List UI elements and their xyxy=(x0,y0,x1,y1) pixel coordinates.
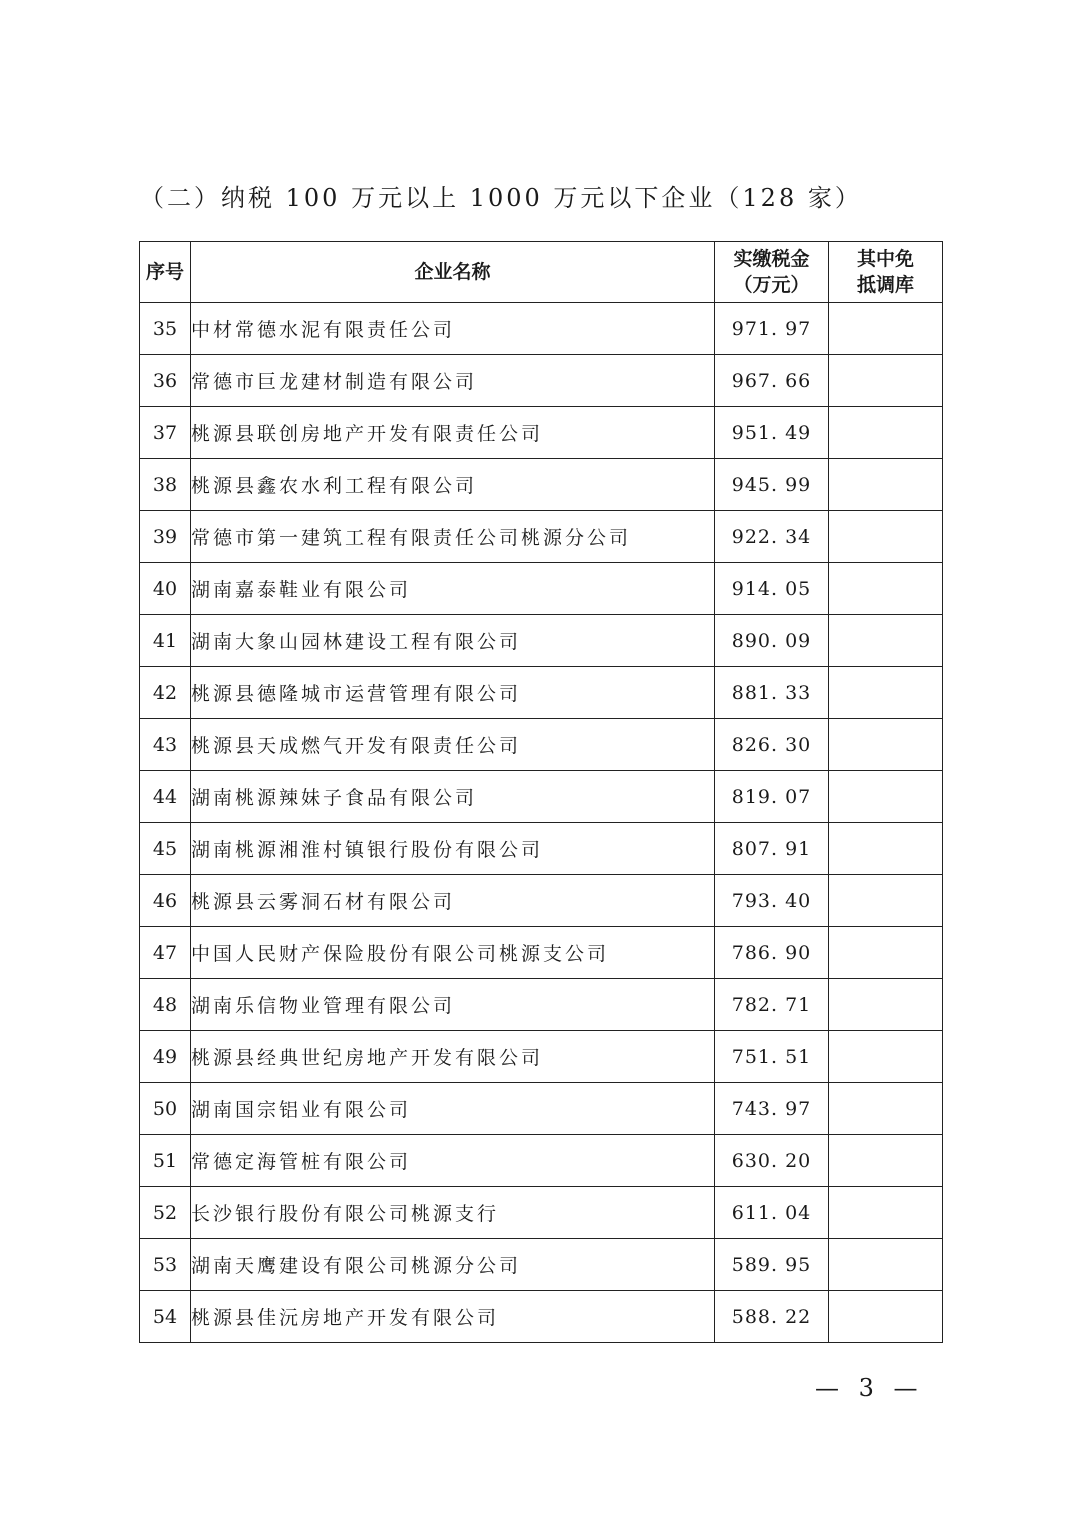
cell-exempt-offset xyxy=(829,511,943,563)
cell-exempt-offset xyxy=(829,1083,943,1135)
table-row xyxy=(140,511,943,563)
header-tax-paid-line1: 实缴税金 xyxy=(733,248,810,270)
cell-company-name: 桃源县佳沅房地产开发有限公司 xyxy=(191,1291,715,1343)
table-row xyxy=(140,1291,943,1343)
cell-exempt-offset xyxy=(829,927,943,979)
table-row xyxy=(140,303,943,355)
cell-company-name: 常德市巨龙建材制造有限公司 xyxy=(191,355,715,407)
cell-serial-number: 38 xyxy=(140,459,191,511)
cell-exempt-offset xyxy=(829,615,943,667)
table-row xyxy=(140,1239,943,1291)
table-row xyxy=(140,927,943,979)
table-row xyxy=(140,1135,943,1187)
cell-serial-number: 40 xyxy=(140,563,191,615)
cell-tax-paid: 971. 97 xyxy=(715,303,829,355)
cell-serial-number: 50 xyxy=(140,1083,191,1135)
table-row xyxy=(140,615,943,667)
cell-serial-number: 48 xyxy=(140,979,191,1031)
cell-exempt-offset xyxy=(829,1135,943,1187)
cell-serial-number: 36 xyxy=(140,355,191,407)
table-row xyxy=(140,563,943,615)
cell-tax-paid: 819. 07 xyxy=(715,771,829,823)
table-body xyxy=(140,303,943,1343)
cell-serial-number: 46 xyxy=(140,875,191,927)
table-row xyxy=(140,1187,943,1239)
cell-serial-number: 47 xyxy=(140,927,191,979)
cell-company-name: 湖南乐信物业管理有限公司 xyxy=(191,979,715,1031)
table-row xyxy=(140,1031,943,1083)
cell-tax-paid: 751. 51 xyxy=(715,1031,829,1083)
table-row xyxy=(140,823,943,875)
cell-serial-number: 41 xyxy=(140,615,191,667)
cell-tax-paid: 588. 22 xyxy=(715,1291,829,1343)
cell-tax-paid: 881. 33 xyxy=(715,667,829,719)
cell-tax-paid: 922. 34 xyxy=(715,511,829,563)
cell-company-name: 湖南嘉泰鞋业有限公司 xyxy=(191,563,715,615)
cell-company-name: 常德市第一建筑工程有限责任公司桃源分公司 xyxy=(191,511,715,563)
cell-exempt-offset xyxy=(829,1291,943,1343)
cell-company-name: 桃源县云雾洞石材有限公司 xyxy=(191,875,715,927)
cell-company-name: 湖南国宗铝业有限公司 xyxy=(191,1083,715,1135)
cell-serial-number: 51 xyxy=(140,1135,191,1187)
table-row xyxy=(140,459,943,511)
header-exempt-offset xyxy=(829,242,943,303)
table-row xyxy=(140,1083,943,1135)
cell-tax-paid: 826. 30 xyxy=(715,719,829,771)
cell-serial-number: 39 xyxy=(140,511,191,563)
cell-tax-paid: 890. 09 xyxy=(715,615,829,667)
cell-exempt-offset xyxy=(829,459,943,511)
cell-company-name: 湖南桃源湘淮村镇银行股份有限公司 xyxy=(191,823,715,875)
cell-company-name: 中材常德水泥有限责任公司 xyxy=(191,303,715,355)
table-row xyxy=(140,979,943,1031)
table-header-row xyxy=(140,242,943,303)
cell-tax-paid: 782. 71 xyxy=(715,979,829,1031)
table-row xyxy=(140,719,943,771)
header-exempt-offset-line2: 抵调库 xyxy=(856,274,914,296)
cell-tax-paid: 630. 20 xyxy=(715,1135,829,1187)
cell-exempt-offset xyxy=(829,1187,943,1239)
cell-company-name: 湖南桃源辣妹子食品有限公司 xyxy=(191,771,715,823)
header-exempt-offset-line1: 其中免 xyxy=(856,248,914,270)
cell-exempt-offset xyxy=(829,355,943,407)
cell-tax-paid: 914. 05 xyxy=(715,563,829,615)
cell-exempt-offset xyxy=(829,1031,943,1083)
table-row xyxy=(140,875,943,927)
cell-serial-number: 53 xyxy=(140,1239,191,1291)
header-serial-number: 序号 xyxy=(140,242,191,303)
cell-serial-number: 52 xyxy=(140,1187,191,1239)
cell-serial-number: 35 xyxy=(140,303,191,355)
cell-serial-number: 42 xyxy=(140,667,191,719)
cell-company-name: 中国人民财产保险股份有限公司桃源支公司 xyxy=(191,927,715,979)
cell-serial-number: 54 xyxy=(140,1291,191,1343)
cell-company-name: 长沙银行股份有限公司桃源支行 xyxy=(191,1187,715,1239)
cell-tax-paid: 793. 40 xyxy=(715,875,829,927)
tax-table xyxy=(139,241,943,1343)
cell-serial-number: 37 xyxy=(140,407,191,459)
cell-tax-paid: 951. 49 xyxy=(715,407,829,459)
cell-tax-paid: 611. 04 xyxy=(715,1187,829,1239)
cell-company-name: 常德定海管桩有限公司 xyxy=(191,1135,715,1187)
cell-serial-number: 45 xyxy=(140,823,191,875)
cell-serial-number: 49 xyxy=(140,1031,191,1083)
cell-tax-paid: 743. 97 xyxy=(715,1083,829,1135)
table-row xyxy=(140,667,943,719)
cell-serial-number: 43 xyxy=(140,719,191,771)
cell-tax-paid: 589. 95 xyxy=(715,1239,829,1291)
table-row xyxy=(140,355,943,407)
cell-exempt-offset xyxy=(829,719,943,771)
cell-company-name: 湖南大象山园林建设工程有限公司 xyxy=(191,615,715,667)
cell-company-name: 桃源县鑫农水利工程有限公司 xyxy=(191,459,715,511)
cell-exempt-offset xyxy=(829,823,943,875)
cell-company-name: 桃源县德隆城市运营管理有限公司 xyxy=(191,667,715,719)
cell-exempt-offset xyxy=(829,979,943,1031)
cell-tax-paid: 945. 99 xyxy=(715,459,829,511)
cell-company-name: 桃源县经典世纪房地产开发有限公司 xyxy=(191,1031,715,1083)
header-company-name: 企业名称 xyxy=(191,242,715,303)
table-row xyxy=(140,407,943,459)
cell-exempt-offset xyxy=(829,771,943,823)
cell-company-name: 湖南天鹰建设有限公司桃源分公司 xyxy=(191,1239,715,1291)
table-row xyxy=(140,771,943,823)
cell-company-name: 桃源县天成燃气开发有限责任公司 xyxy=(191,719,715,771)
cell-exempt-offset xyxy=(829,667,943,719)
cell-exempt-offset xyxy=(829,1239,943,1291)
cell-exempt-offset xyxy=(829,563,943,615)
cell-tax-paid: 807. 91 xyxy=(715,823,829,875)
cell-exempt-offset xyxy=(829,875,943,927)
cell-serial-number: 44 xyxy=(140,771,191,823)
cell-tax-paid: 786. 90 xyxy=(715,927,829,979)
section-title: （二）纳税 100 万元以上 1000 万元以下企业（128 家） xyxy=(140,184,862,212)
header-tax-paid xyxy=(715,242,829,303)
cell-tax-paid: 967. 66 xyxy=(715,355,829,407)
cell-company-name: 桃源县联创房地产开发有限责任公司 xyxy=(191,407,715,459)
page-number: — 3 — xyxy=(815,1374,924,1402)
cell-exempt-offset xyxy=(829,407,943,459)
header-tax-paid-line2: （万元） xyxy=(733,274,810,296)
cell-exempt-offset xyxy=(829,303,943,355)
